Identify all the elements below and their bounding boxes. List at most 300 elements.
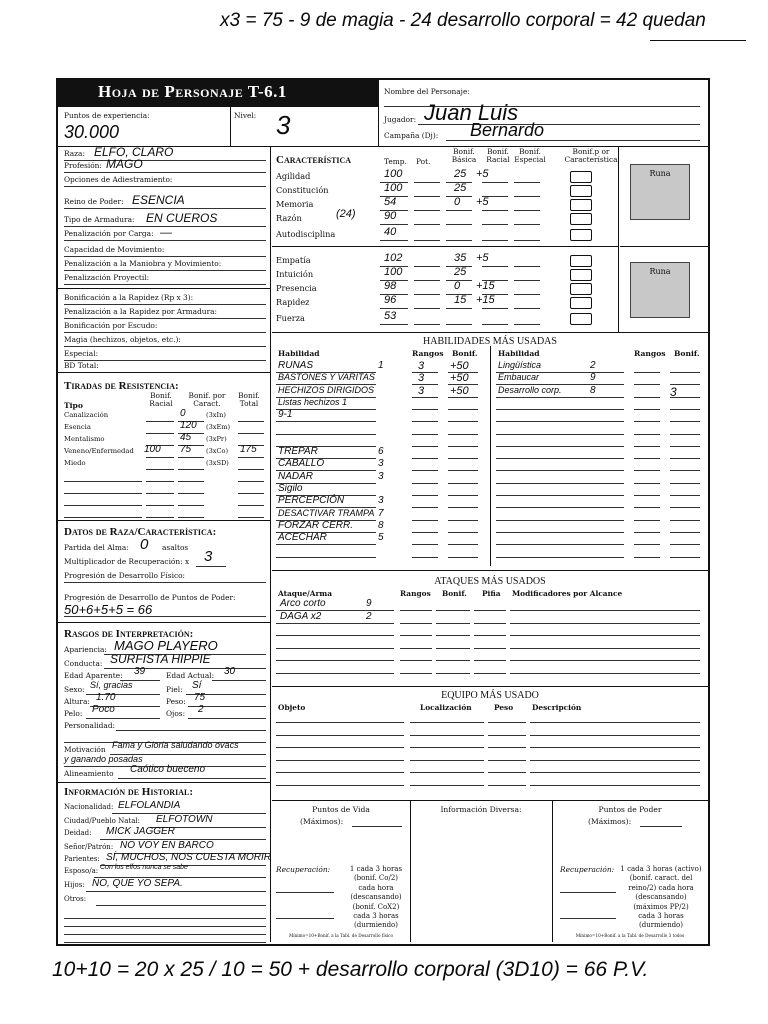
eq-line (276, 772, 404, 773)
car-basica: 25 (454, 266, 467, 278)
car-col_basica: Bonif. Básica (451, 147, 477, 165)
mult-line (196, 566, 226, 567)
especial-label: Especial: (64, 349, 99, 358)
res-line (238, 433, 264, 434)
atq-bottom (272, 686, 708, 687)
res-blank (238, 517, 264, 518)
esposo-value: Con los elfos nunca se sabe (100, 864, 188, 871)
rapidez_arm-line (64, 318, 266, 319)
profesion-label: Profesión: (64, 161, 102, 170)
car-cell (482, 210, 508, 211)
hab-extra-r: 2 (590, 360, 596, 371)
poder-foot: Mínimo=10+Bonif. a la Tabl. de Desarrollo 3 todos (575, 933, 685, 938)
res-blank (146, 481, 174, 482)
hab-line (412, 483, 438, 484)
atq-line (400, 635, 432, 636)
hab-line-r (496, 507, 624, 508)
hab-title: HABILIDADES MÁS USADAS (423, 336, 557, 347)
vida-max: (Máximos): (300, 817, 344, 826)
ojos-value: 2 (198, 704, 204, 715)
hab-line (448, 532, 478, 533)
header-divider (378, 80, 379, 146)
res-mult: (3xPr) (206, 435, 227, 443)
eq-line (488, 722, 526, 723)
opciones-line (64, 186, 266, 187)
poder-max-line (640, 826, 682, 827)
hab-col-rangos-r: Rangos (634, 349, 666, 358)
atq-line (436, 660, 470, 661)
reino-value: ESENCIA (132, 193, 185, 207)
res-mult: (3xEm) (206, 423, 231, 431)
car-cell (414, 224, 440, 225)
hab-line-r (496, 434, 624, 435)
res-blank (146, 493, 174, 494)
atq-line (474, 648, 506, 649)
carga-value: — (160, 225, 172, 239)
hab-line (412, 557, 438, 558)
mult-label: Multiplicador de Recuperación: x (64, 557, 190, 566)
car-cell (380, 240, 408, 241)
hab-line-r (634, 384, 660, 385)
top-handwritten-note: x3 = 75 - 9 de magia - 24 desarrollo corporal = 42 quedan (220, 10, 706, 31)
motivacion-value2: y ganando posadas (64, 754, 143, 764)
raza-bottom (58, 622, 270, 623)
hab-line-r (496, 557, 624, 558)
senor-label: Señor/Patrón: (64, 843, 114, 851)
car-temp: 40 (384, 226, 397, 238)
res-blank (178, 493, 204, 494)
car-cell (514, 240, 540, 241)
eq-line (488, 760, 526, 761)
atq-col-bonif: Bonif. (442, 589, 467, 598)
res-blank (238, 481, 264, 482)
atq-line (436, 635, 470, 636)
hab-extra: 3 (378, 495, 384, 507)
personalidad-label: Personalidad: (64, 721, 116, 730)
res-blank (146, 505, 174, 506)
razon-note: (24) (336, 208, 356, 220)
edad-ac-label: Edad Actual: (166, 671, 215, 680)
car-total-box[interactable] (570, 199, 592, 211)
hab-line-r (496, 495, 624, 496)
car-total-box[interactable] (570, 213, 592, 225)
hab-col-hab-r: Habilidad (498, 349, 540, 358)
jugador-line (418, 124, 700, 125)
raza-label: Raza: (64, 149, 85, 158)
escudo-line (64, 332, 266, 333)
atq-title: ATAQUES MÁS USADOS (434, 576, 546, 587)
hab-line-r (634, 409, 660, 410)
car-total-box[interactable] (570, 255, 592, 267)
bd-label: BD Total: (64, 361, 99, 370)
mult-value: 3 (204, 548, 213, 565)
atq-line (276, 648, 394, 649)
hab-extra: 8 (378, 519, 384, 531)
car-bottom (272, 332, 708, 333)
nivel-divider (230, 106, 231, 146)
car-basica: 0 (454, 196, 461, 208)
hab-line-r (670, 532, 700, 533)
reino-label: Reino de Poder: (64, 197, 124, 206)
alineamiento-line (118, 778, 266, 779)
hab-rangos-r: 3 (670, 384, 677, 399)
hab-line (448, 446, 478, 447)
eq-line (488, 772, 526, 773)
ciudad-label: Ciudad/Pueblo Natal: (64, 817, 140, 825)
car-temp: 90 (384, 210, 397, 222)
hab-line (412, 544, 438, 545)
hab-line (448, 470, 478, 471)
alineamiento-label: Alineamiento (64, 769, 114, 778)
hab-line (448, 495, 478, 496)
hab-extra: 1 (378, 360, 384, 371)
note-underline (650, 40, 746, 41)
atq-line (276, 635, 394, 636)
motivacion-label: Motivación (64, 745, 106, 754)
rapidez3-line (64, 304, 266, 305)
res-blank (178, 517, 204, 518)
res-blank (178, 505, 204, 506)
eq-line (530, 747, 700, 748)
eq-line (488, 735, 526, 736)
runa-mid (620, 246, 708, 247)
car-col_especial: Bonif. Especial (514, 147, 546, 165)
poder-recup_text7: (durmiendo) (638, 921, 684, 930)
hab-line-r (496, 446, 624, 447)
motivacion-value: Fama y Gloria saludando ovacs (112, 740, 239, 750)
atq-line (400, 660, 432, 661)
atq-arma: DAGA x2 (280, 610, 322, 622)
hab-line (412, 434, 438, 435)
car-name: Rapidez (276, 297, 310, 307)
car-cell (380, 224, 408, 225)
atq-line (436, 623, 470, 624)
escudo-label: Bonificación por Escudo: (64, 321, 158, 330)
car-cell (514, 196, 540, 197)
atq-n: 9 (366, 598, 372, 609)
carga-line (64, 240, 266, 241)
sexo-label: Sexo: (64, 685, 85, 694)
res-line (146, 457, 174, 458)
hab-line-r (634, 495, 660, 496)
res-blank (146, 517, 174, 518)
res-col-total: Bonif. Total (238, 391, 260, 409)
sexo-value: Sí, gracias (90, 680, 133, 690)
hab-name: PERCEPCIÓN (278, 495, 345, 507)
eq-line (410, 747, 484, 748)
magia-line (64, 346, 266, 347)
hab-line (276, 544, 376, 545)
car-name: Empatía (276, 255, 311, 265)
vida-foot: Mínimo=10+Bonif. a la Tabl. de Desarrollo físico (288, 933, 394, 938)
hijos-line (86, 891, 266, 892)
car-cell (482, 324, 508, 325)
poder-recup: Recuperación: (560, 865, 615, 874)
hab-line-r (670, 372, 700, 373)
res-line (178, 469, 204, 470)
atq-col-pifia: Pifia (482, 589, 501, 598)
vida-recup_text2: (bonif. Co/2) (353, 874, 399, 883)
car-runa-divider (618, 146, 619, 332)
car-total-box[interactable] (570, 283, 592, 295)
conducta-label: Conducta: (64, 659, 103, 668)
eq-line (488, 785, 526, 786)
car-cell (514, 224, 540, 225)
vida-recup-line1 (276, 892, 334, 893)
hab-col-rangos: Rangos (412, 349, 444, 358)
car-total-box[interactable] (570, 229, 592, 241)
car-temp: 98 (384, 280, 397, 292)
car-cell (514, 266, 540, 267)
proyectil-line (64, 284, 266, 285)
nacionalidad-value: ELFOLANDIA (118, 800, 181, 811)
eq-bottom (272, 800, 708, 801)
res-mult: (3xCo) (206, 447, 229, 455)
car-cell (482, 182, 508, 183)
peso-value: 75 (194, 692, 206, 703)
res-tipo: Canalización (64, 411, 109, 419)
hab-line-r (496, 520, 624, 521)
atq-col-mod: Modificadores por Alcance (512, 589, 623, 598)
eq-line (410, 735, 484, 736)
hab-name: Listas hechizos 1 (278, 396, 348, 407)
bottom-handwritten-note: 10+10 = 20 x 25 / 10 = 50 + desarrollo corporal (3D10) = 66 P.V. (52, 958, 649, 981)
hab-line-r (496, 544, 624, 545)
car-cell (482, 224, 508, 225)
atq-line (510, 648, 700, 649)
hab-extra-r: 9 (590, 372, 596, 384)
pelo-label: Pelo: (64, 709, 83, 718)
vida-recup_text6: cada 3 horas (353, 912, 399, 920)
info-divider (58, 288, 270, 289)
carga-label: Penalización por Carga: (64, 229, 154, 238)
res-bottom (58, 520, 270, 521)
poder-recup-line2 (560, 918, 616, 919)
esposo-label: Esposo/a: (64, 867, 99, 875)
hab-line (412, 520, 438, 521)
hab-line (412, 409, 438, 410)
raza-value: ELFO, CLARO (94, 145, 174, 159)
hab-name: TREPAR (278, 446, 318, 458)
prog-line (64, 582, 266, 583)
hab-line (412, 470, 438, 471)
car-cell (482, 266, 508, 267)
atq-line (400, 610, 432, 611)
car-basica: 0 (454, 280, 461, 292)
car-col_racial: Bonif. Racial (486, 147, 510, 165)
car-total-box[interactable] (570, 313, 592, 325)
movimiento-line (64, 256, 266, 257)
apariencia-value: MAGO PLAYERO (114, 638, 218, 653)
car-temp: 53 (384, 310, 397, 322)
hab-col-bonif: Bonif. (452, 349, 478, 358)
poder-max: (Máximos): (588, 817, 632, 826)
nivel-label: Nivel: (234, 111, 257, 120)
hab-name: NADAR (278, 470, 314, 482)
res-tipo: Miedo (64, 459, 86, 467)
car-racial: +5 (476, 168, 489, 180)
hab-extra: 3 (378, 470, 384, 482)
hab-line (412, 397, 438, 398)
atq-line (400, 648, 432, 649)
hab-line (276, 434, 376, 435)
res-caract: 0 (180, 408, 186, 419)
hab-line (412, 507, 438, 508)
eq-line (530, 722, 700, 723)
res-line (238, 469, 264, 470)
hab-bonif: +50 (450, 360, 469, 372)
rasgos-title: Rasgos de Interpretación: (64, 628, 194, 640)
hab-line (448, 458, 478, 459)
car-cell (380, 324, 408, 325)
res-line (178, 457, 204, 458)
alineamiento-value: Caótico bueceno (130, 764, 206, 775)
vida-recup-line2 (276, 918, 334, 919)
atq-arma: Arco corto (280, 598, 326, 609)
car-basica: 35 (454, 252, 467, 264)
prog-poder-value: 50+6+5+5 = 66 (64, 602, 153, 617)
runa-label: Runa (649, 267, 671, 276)
car-racial: +15 (476, 294, 495, 306)
car-mid-divider (272, 246, 618, 247)
edad-ac-line (212, 680, 266, 681)
eq-line (276, 785, 404, 786)
res-caract: 120 (180, 420, 197, 431)
maniobra-line (64, 270, 266, 271)
poder-recup_text4: (descansando) (635, 893, 687, 902)
car-total-box[interactable] (570, 269, 592, 281)
poder-recup_text5: (máximos PP/2) (633, 902, 689, 911)
nombre-label: Nombre del Personaje: (384, 87, 470, 96)
magia-label: Magia (hechizos, objetos, etc.): (64, 335, 181, 344)
atq-line (510, 635, 700, 636)
asaltos-label: asaltos (162, 543, 189, 552)
car-total-box[interactable] (570, 185, 592, 197)
runa-box-1 (630, 164, 690, 220)
car-col_pot: Pot. (416, 157, 431, 166)
eq-line (530, 735, 700, 736)
ojos-label: Ojos: (166, 709, 186, 718)
eq-line (276, 747, 404, 748)
car-temp: 102 (384, 252, 403, 264)
car-cell (446, 308, 472, 309)
hab-name-r: Lingüística (498, 360, 542, 370)
hab-rangos: 3 (418, 384, 425, 397)
pelo-value: Poco (92, 704, 115, 715)
res-line (146, 469, 174, 470)
hijos-label: Hijos: (64, 881, 85, 889)
poder-recup_text3: reino/2) cada hora (628, 883, 694, 892)
hab-line-r (634, 483, 660, 484)
hab-name: FORZAR CERR. (278, 519, 353, 531)
conducta-value: SURFISTA HIPPIE (110, 652, 211, 666)
car-name: Intuición (276, 269, 314, 279)
vida-recup_text4: (descansando) (350, 893, 402, 902)
hab-line-r (670, 434, 700, 435)
ciudad-value: ELFOTOWN (156, 814, 213, 825)
hab-extra: 3 (378, 458, 384, 470)
car-basica: 15 (454, 294, 467, 306)
eq-line (410, 722, 484, 723)
hab-extra: 7 (378, 507, 384, 519)
car-racial: +5 (476, 252, 489, 264)
res-tipo: Mentalismo (64, 435, 105, 443)
atq-line (474, 635, 506, 636)
hab-line (448, 483, 478, 484)
res-blank (238, 493, 264, 494)
hab-line (412, 446, 438, 447)
res-line (146, 433, 174, 434)
left-col-divider (270, 146, 271, 942)
hab-line-r (634, 557, 660, 558)
xp-value: 30.000 (64, 122, 120, 142)
hab-line-r (670, 421, 700, 422)
prog-poder-line (64, 616, 266, 617)
raza-title: Datos de Raza/Característica: (64, 526, 217, 538)
piel-value: Sí (192, 680, 202, 691)
atq-line (276, 673, 394, 674)
otros-line-extra (64, 934, 266, 935)
car-total-box[interactable] (570, 171, 592, 183)
proyectil-label: Penalización Proyectil: (64, 273, 150, 282)
car-total-box[interactable] (570, 297, 592, 309)
car-cell (446, 240, 472, 241)
atq-line (510, 673, 700, 674)
hab-line-r (634, 507, 660, 508)
res-title: Tiradas de Resistencia: (64, 380, 179, 392)
vida-recup_text5: (bonif. CoX2) (352, 902, 400, 911)
senor-value: NO VOY EN BARCO (120, 840, 214, 851)
hab-name: Sigilo (278, 483, 303, 494)
hab-line-r (496, 532, 624, 533)
vida-recup_text1: 1 cada 3 horas (349, 865, 403, 873)
ojos-line (188, 718, 266, 719)
poder-title: Puntos de Poder (598, 805, 662, 814)
hab-col-bonif-r: Bonif. (674, 349, 700, 358)
res-blank (64, 505, 142, 506)
atq-line (474, 660, 506, 661)
poder-recup_text1: 1 cada 3 horas (activo) (620, 865, 702, 873)
opciones-label: Opciones de Adiestramiento: (64, 175, 173, 184)
hab-line-r (634, 372, 660, 373)
hab-bonif: +50 (450, 372, 469, 385)
otros-line-extra (64, 942, 266, 943)
eq-col-objeto: Objeto (278, 703, 306, 712)
hab-line-r (496, 409, 624, 410)
car-cell (414, 240, 440, 241)
altura-value: 1.70 (96, 692, 116, 703)
nacionalidad-label: Nacionalidad: (64, 803, 114, 811)
car-name: Fuerza (276, 313, 305, 323)
atq-col-arma: Ataque/Arma (278, 589, 332, 598)
res-racial: 100 (144, 444, 161, 455)
campana-value: Bernardo (470, 120, 545, 140)
car-cell (414, 210, 440, 211)
car-temp: 96 (384, 294, 397, 306)
hab-line-r (496, 458, 624, 459)
hab-line-r (670, 446, 700, 447)
eq-line (410, 772, 484, 773)
hab-mid (490, 346, 491, 566)
xp-label: Puntos de experiencia: (64, 111, 150, 120)
atq-line (400, 623, 432, 624)
car-name: Memoria (276, 199, 314, 209)
hab-line-r (670, 458, 700, 459)
header-divider-h (58, 106, 378, 107)
res-line (146, 421, 174, 422)
atq-line (510, 610, 700, 611)
apariencia-label: Apariencia: (64, 645, 107, 654)
